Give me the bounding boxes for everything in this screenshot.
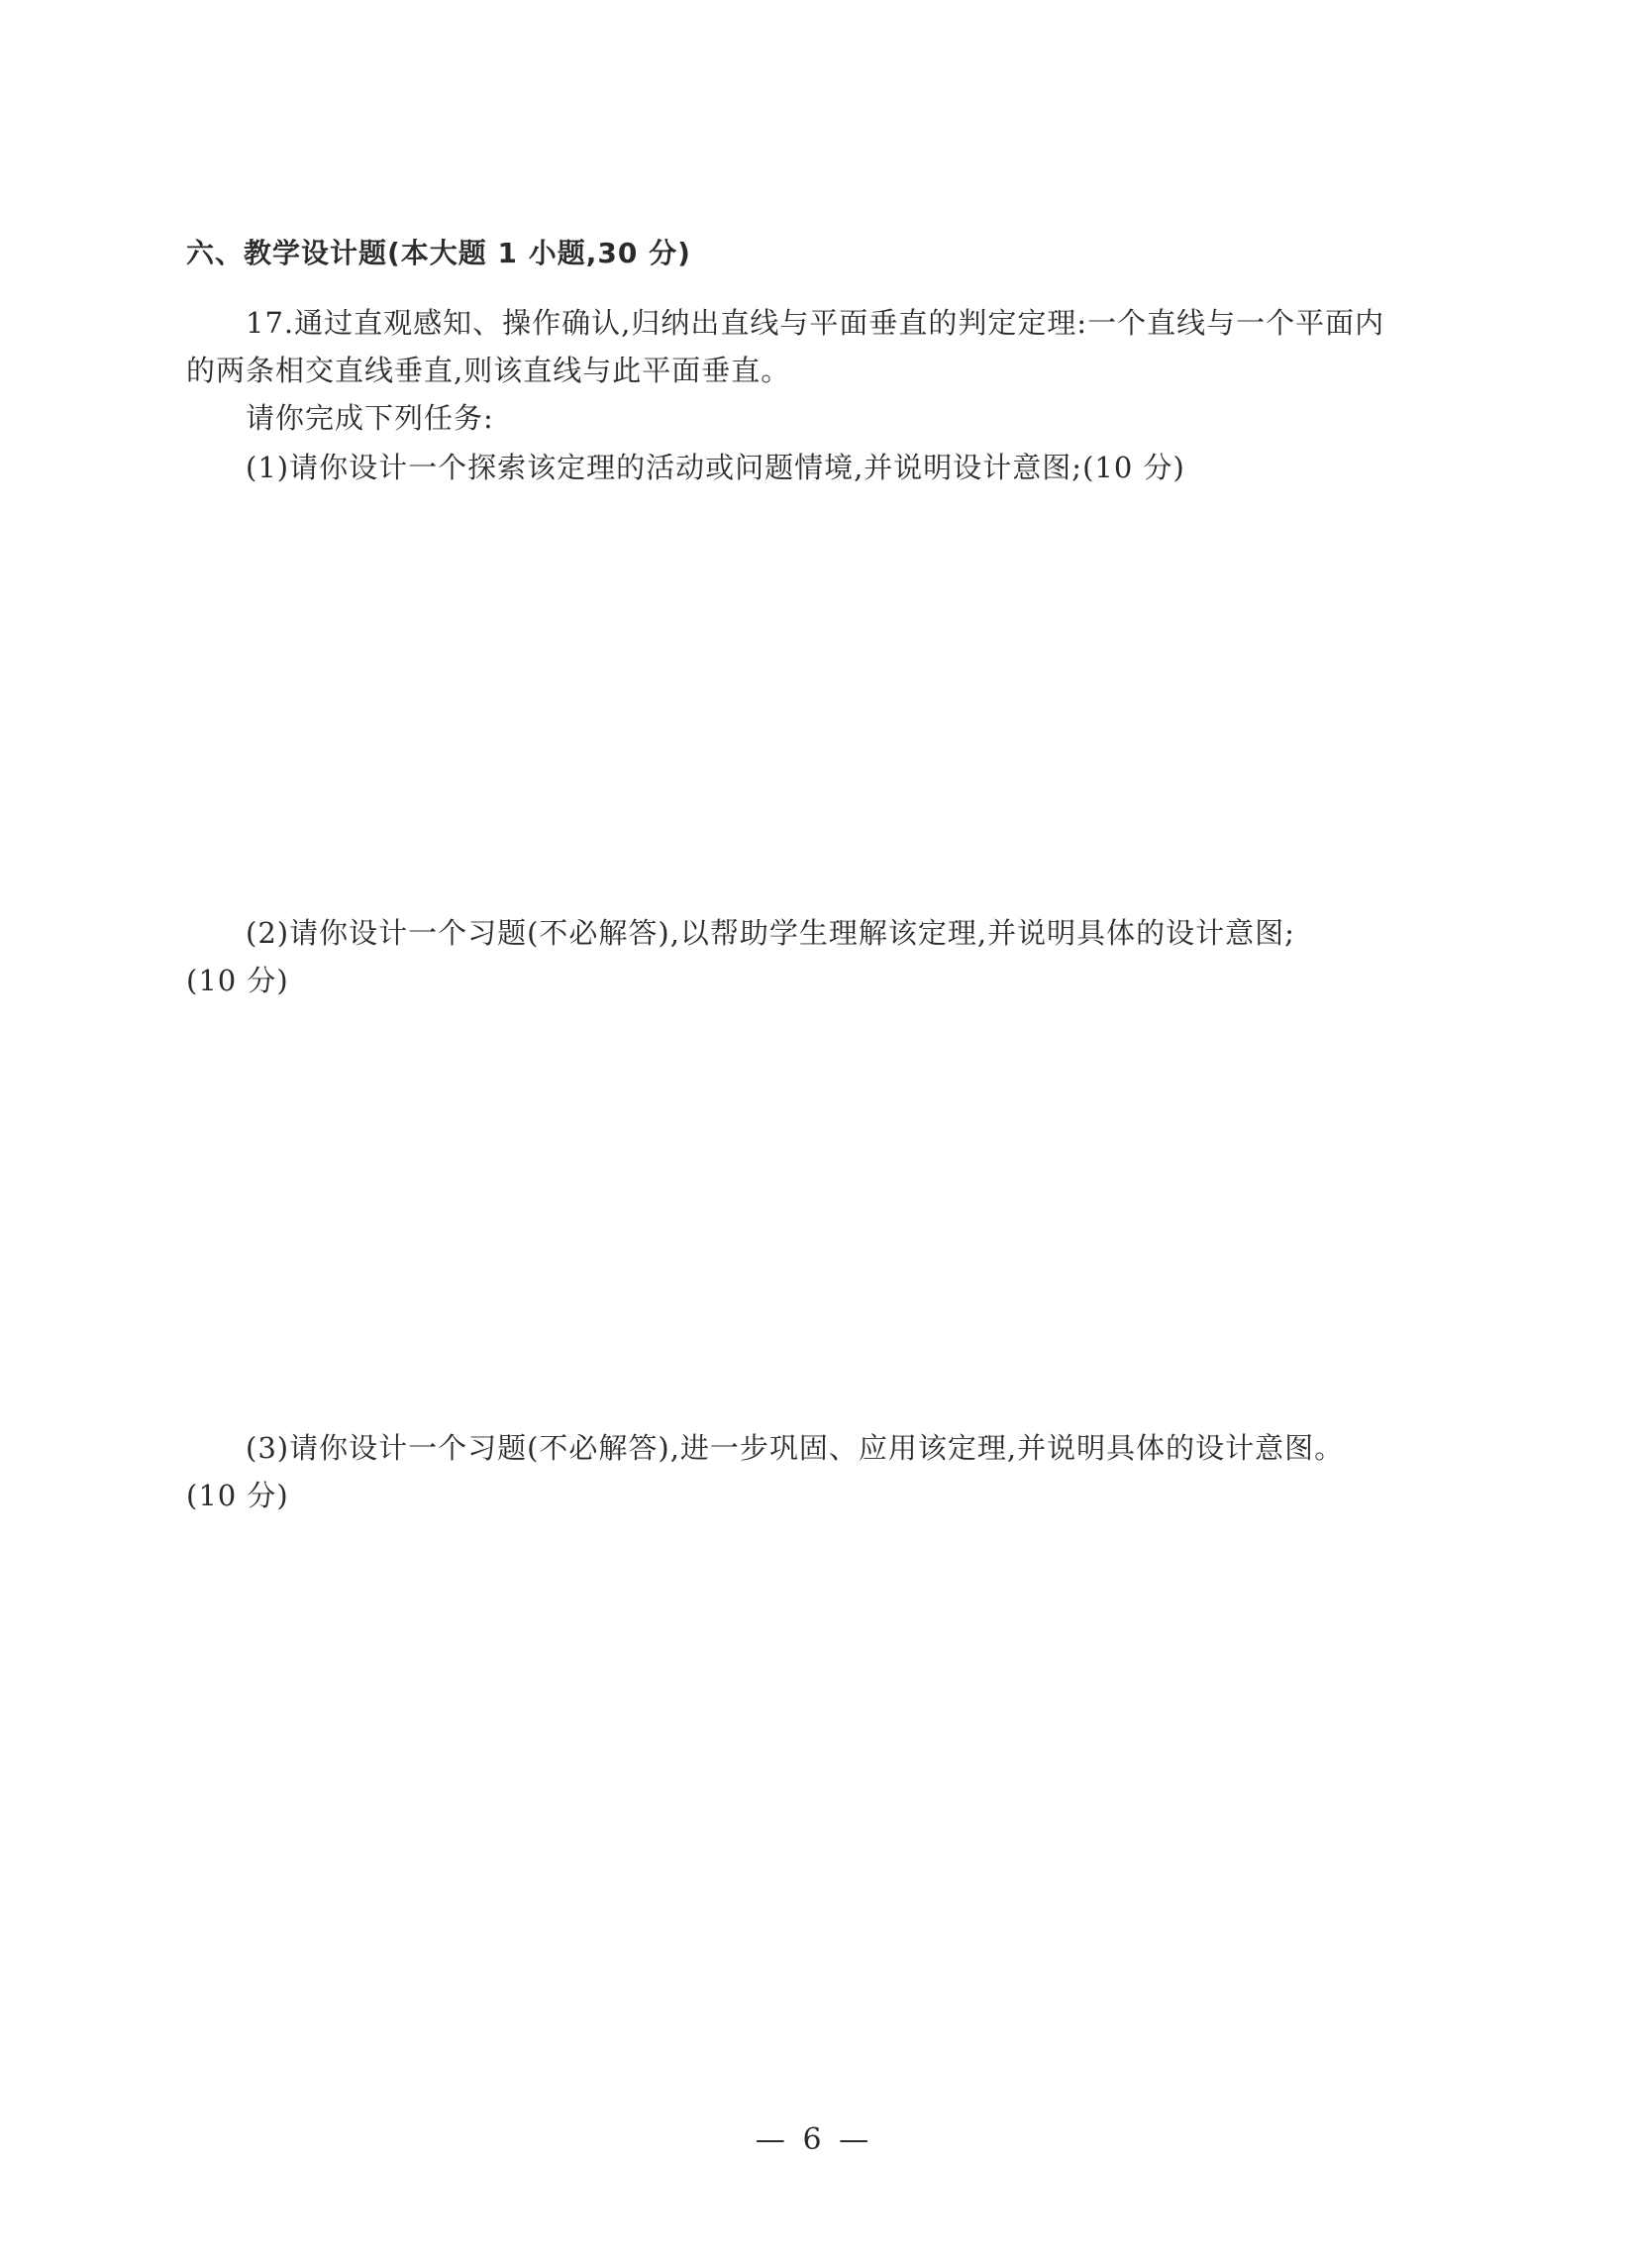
- task-2: [186, 909, 1442, 1004]
- section-title: 六、教学设计题(本大题 1 小题,30 分): [186, 237, 691, 269]
- question-stem-line-1: 17.通过直观感知、操作确认,归纳出直线与平面垂直的判定定理:一个直线与一个平面内: [246, 306, 1385, 340]
- task-3: [186, 1424, 1442, 1519]
- task-2-text: (2)请你设计一个习题(不必解答),以帮助学生理解该定理,并说明具体的设计意图;: [246, 916, 1295, 950]
- question-stem: [186, 299, 1442, 442]
- question-instruction: 请你完成下列任务:: [246, 401, 494, 435]
- task-1-text: (1)请你设计一个探索该定理的活动或问题情境,并说明设计意图;(10 分): [246, 451, 1185, 484]
- task-1: [186, 444, 1442, 491]
- task-3-score: (10 分): [186, 1479, 289, 1512]
- page-number: — 6 —: [755, 2122, 873, 2157]
- question-stem-line-2: 的两条相交直线垂直,则该直线与此平面垂直。: [186, 354, 791, 387]
- task-2-score: (10 分): [186, 964, 289, 997]
- task-3-text: (3)请你设计一个习题(不必解答),进一步巩固、应用该定理,并说明具体的设计意图。: [246, 1431, 1345, 1465]
